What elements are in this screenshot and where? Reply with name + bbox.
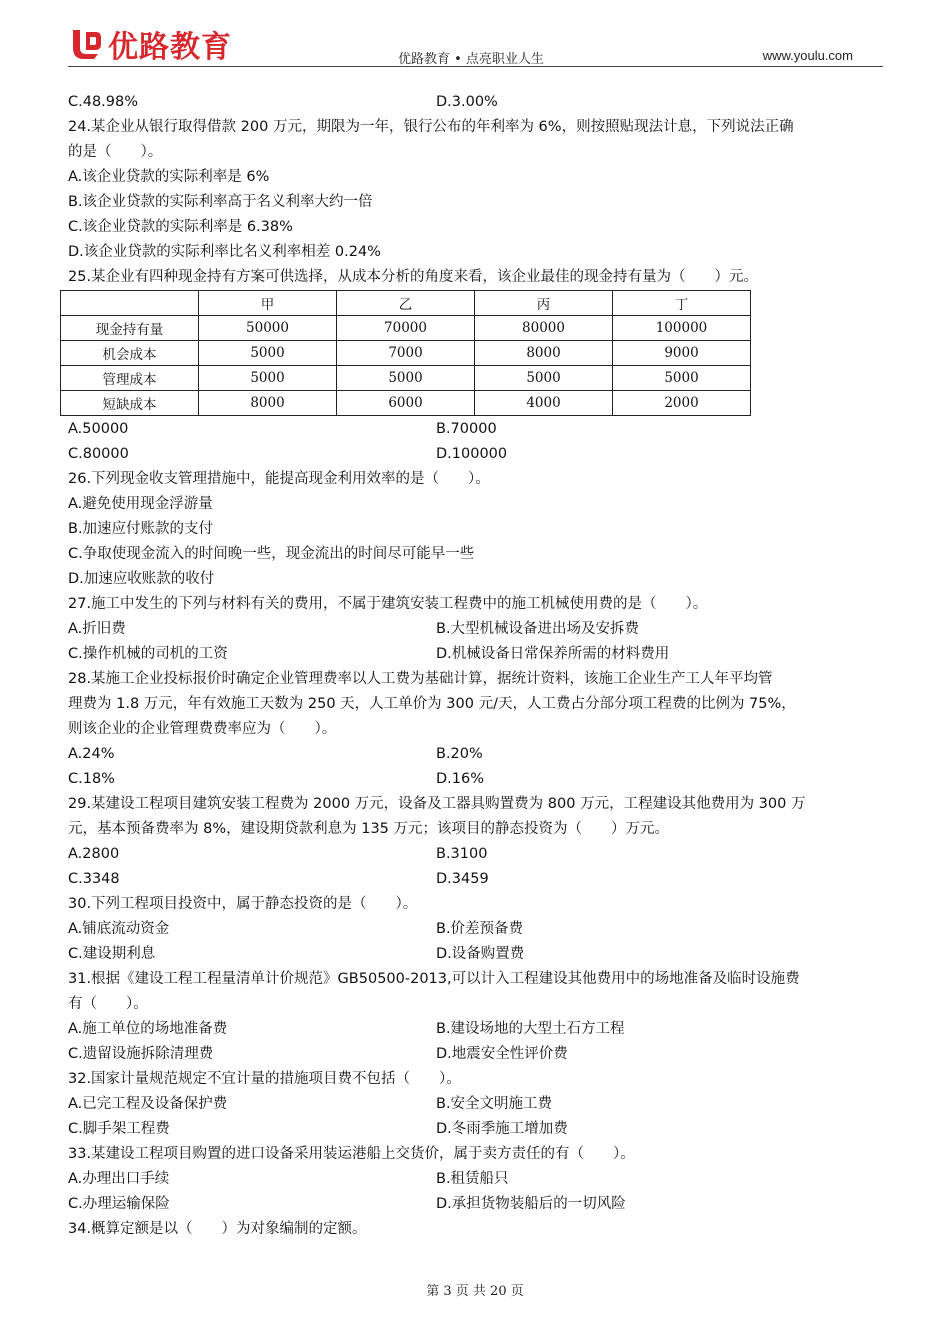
question-text: 理费为 1.8 万元，年有效施工天数为 250 天，人工单价为 300 元/天，人工费占分部分项工程费的比例为 75%， — [68, 696, 796, 712]
option: C.争取使现金流入的时间晚一些，现金流出的时间尽可能早一些 — [68, 546, 475, 562]
option: A.折旧费 — [68, 621, 126, 637]
option: D.承担货物装船后的一切风险 — [436, 1196, 626, 1212]
option-row — [68, 742, 883, 767]
option-row — [68, 867, 883, 892]
question-24: 24.某企业从银行取得借款 200 万元，期限为一年，银行公布的年利率为 6%，则按照贴现法计息，下列说法正确 — [68, 119, 794, 135]
option: D.该企业贷款的实际利率比名义利率相差 0.24% — [68, 244, 381, 260]
option: D.设备购置费 — [436, 946, 525, 962]
document-body — [68, 90, 883, 1242]
header-slogan: 优路教育 • 点亮职业人生 — [398, 52, 544, 67]
option: C.遗留设施拆除清理费 — [68, 1046, 214, 1062]
table-cell: 8000 — [199, 391, 337, 416]
option: A.2800 — [68, 846, 120, 862]
question-30: 30.下列工程项目投资中，属于静态投资的是（ ）。 — [68, 896, 418, 912]
option: A.避免使用现金浮游量 — [68, 496, 213, 512]
option: C.3348 — [68, 871, 120, 887]
table-row — [61, 316, 751, 341]
option-row — [68, 1167, 883, 1192]
option-row — [68, 1117, 883, 1142]
page-number: 第 3 页 共 20 页 — [426, 1284, 524, 1299]
option-row — [68, 1017, 883, 1042]
table-cell: 短缺成本 — [61, 391, 199, 416]
option-row — [68, 1092, 883, 1117]
option-row — [68, 642, 883, 667]
table-cell: 8000 — [475, 341, 613, 366]
question-26: 26.下列现金收支管理措施中，能提高现金利用效率的是（ ）。 — [68, 471, 490, 487]
table-cell: 5000 — [613, 366, 751, 391]
table-cell: 2000 — [613, 391, 751, 416]
table-cell: 4000 — [475, 391, 613, 416]
option: B.加速应付账款的支付 — [68, 521, 214, 537]
question-text: 元，基本预备费率为 8%，建设期贷款利息为 135 万元；该项目的静态投资为（ ）万元。 — [68, 821, 670, 837]
option-row — [68, 617, 883, 642]
table-header-cell: 甲 — [199, 291, 337, 316]
option-row — [68, 767, 883, 792]
table-cell: 现金持有量 — [61, 316, 199, 341]
option-row — [68, 442, 883, 467]
table-row — [61, 366, 751, 391]
question-text: 则该企业的企业管理费费率应为（ ）。 — [68, 721, 337, 737]
table-header-cell: 丁 — [613, 291, 751, 316]
option: C.脚手架工程费 — [68, 1121, 170, 1137]
option: A.办理出口手续 — [68, 1171, 170, 1187]
table-cell: 5000 — [337, 366, 475, 391]
table-cell: 7000 — [337, 341, 475, 366]
question-31: 31.根据《建设工程工程量清单计价规范》GB50500-2013,可以计入工程建设其他费用中的场地准备及临时设施费 — [68, 971, 800, 987]
table-row — [61, 341, 751, 366]
header-divider — [68, 66, 883, 67]
option: D.100000 — [436, 446, 508, 462]
question-text: 有（ ）。 — [68, 996, 148, 1012]
option: C.80000 — [68, 446, 129, 462]
option-row — [68, 1192, 883, 1217]
option: A.50000 — [68, 421, 129, 437]
table-cell: 5000 — [199, 341, 337, 366]
option: C.该企业贷款的实际利率是 6.38% — [68, 219, 293, 235]
logo-mark-icon — [68, 26, 104, 62]
option-row — [68, 917, 883, 942]
table-cell: 100000 — [613, 316, 751, 341]
table-cell: 50000 — [199, 316, 337, 341]
option: C.操作机械的司机的工资 — [68, 646, 228, 662]
logo — [68, 24, 232, 64]
option: B.20% — [436, 746, 483, 762]
option: B.租赁船只 — [436, 1171, 509, 1187]
logo-text: 优路教育 — [108, 30, 232, 65]
option: B.该企业贷款的实际利率高于名义利率大约一倍 — [68, 194, 373, 210]
option: B.大型机械设备进出场及安拆费 — [436, 621, 640, 637]
table-header-cell: 丙 — [475, 291, 613, 316]
option-row — [68, 1042, 883, 1067]
table-header-cell — [61, 291, 199, 316]
option: D.地震安全性评价费 — [436, 1046, 568, 1062]
table-cell: 6000 — [337, 391, 475, 416]
option: A.24% — [68, 746, 115, 762]
question-34: 34.概算定额是以（ ）为对象编制的定额。 — [68, 1221, 367, 1237]
table-row — [61, 391, 751, 416]
option: D.加速应收账款的收付 — [68, 571, 215, 587]
table-cell: 9000 — [613, 341, 751, 366]
option: C.48.98% — [68, 94, 139, 110]
question-25: 25.某企业有四种现金持有方案可供选择，从成本分析的角度来看，该企业最佳的现金持有量为（ ）元。 — [68, 269, 759, 285]
option: A.该企业贷款的实际利率是 6% — [68, 169, 270, 185]
table-cell: 机会成本 — [61, 341, 199, 366]
option: A.施工单位的场地准备费 — [68, 1021, 228, 1037]
option-row — [68, 842, 883, 867]
question-27: 27.施工中发生的下列与材料有关的费用，不属于建筑安装工程费中的施工机械使用费的是（ ）。 — [68, 596, 708, 612]
table-cell: 5000 — [199, 366, 337, 391]
table-cell: 5000 — [475, 366, 613, 391]
table-cell: 80000 — [475, 316, 613, 341]
option: B.建设场地的大型土石方工程 — [436, 1021, 625, 1037]
question-28: 28.某施工企业投标报价时确定企业管理费率以人工费为基础计算，据统计资料，该施工企业生产工人年平均管 — [68, 671, 773, 687]
header-website: www.youlu.com — [762, 48, 853, 63]
option: C.建设期利息 — [68, 946, 156, 962]
table-cell: 70000 — [337, 316, 475, 341]
cash-holding-table — [60, 290, 751, 416]
option: D.3459 — [436, 871, 489, 887]
question-33: 33.某建设工程项目购置的进口设备采用装运港船上交货价，属于卖方责任的有（ ）。 — [68, 1146, 635, 1162]
question-32: 32.国家计量规范规定不宜计量的措施项目费不包括（ ）。 — [68, 1071, 461, 1087]
option: D.16% — [436, 771, 485, 787]
page-header — [68, 22, 883, 68]
option: D.3.00% — [436, 94, 498, 110]
question-text: 的是（ ）。 — [68, 144, 163, 160]
option: A.已完工程及设备保护费 — [68, 1096, 228, 1112]
option-row — [68, 417, 883, 442]
option: C.18% — [68, 771, 115, 787]
question-29: 29.某建设工程项目建筑安装工程费为 2000 万元，设备及工器具购置费为 800 万元，工程建设其他费用为 300 万 — [68, 796, 806, 812]
table-cell: 管理成本 — [61, 366, 199, 391]
table-header-cell: 乙 — [337, 291, 475, 316]
option: D.机械设备日常保养所需的材料费用 — [436, 646, 670, 662]
option: B.70000 — [436, 421, 497, 437]
option-row — [68, 942, 883, 967]
option: B.安全文明施工费 — [436, 1096, 553, 1112]
table-header-row — [61, 291, 751, 316]
option: A.铺底流动资金 — [68, 921, 170, 937]
option: B.价差预备费 — [436, 921, 524, 937]
option: D.冬雨季施工增加费 — [436, 1121, 568, 1137]
option: B.3100 — [436, 846, 488, 862]
option-row — [68, 90, 883, 115]
option: C.办理运输保险 — [68, 1196, 170, 1212]
